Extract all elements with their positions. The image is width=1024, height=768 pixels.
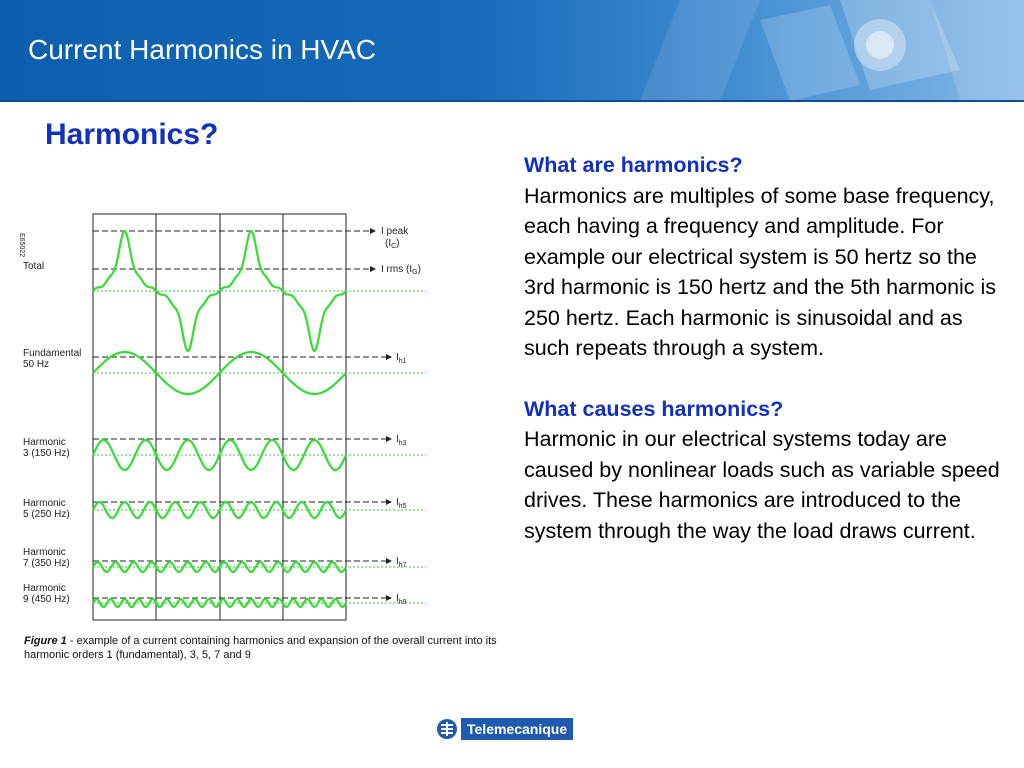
arrowheads — [370, 228, 392, 601]
ih3-sub: h3 — [398, 440, 407, 447]
svg-text:(IC) — [385, 238, 400, 250]
question-what-are: What are harmonics? — [524, 153, 743, 177]
figure-caption — [24, 634, 514, 662]
ih9-sub: h9 — [398, 599, 407, 606]
title-banner — [0, 0, 1024, 101]
ipeak-paren: (I — [385, 238, 392, 249]
caption-label: Figure 1 — [24, 635, 67, 647]
spacer — [524, 364, 1004, 394]
ipeak-close: ) — [396, 238, 400, 249]
row-label-h5-freq: 5 (250 Hz) — [23, 509, 70, 520]
row-label-fundamental-freq: 50 Hz — [23, 359, 50, 370]
row-label-h9: Harmonic — [23, 583, 66, 594]
logo-globe-icon — [436, 718, 458, 740]
svg-text:Ih9 — [396, 593, 407, 606]
ipeak-label: I peak — [381, 226, 409, 237]
ipeak-sub: C — [391, 243, 397, 250]
svg-text:Ih5 — [396, 497, 407, 510]
harmonics-figure — [8, 205, 488, 630]
row-label-h3-freq: 3 (150 Hz) — [23, 448, 70, 459]
banner-underline — [0, 100, 1024, 102]
ih5-i: I — [396, 497, 399, 508]
section-heading: Harmonics? — [45, 118, 219, 151]
irms-close: ) — [417, 264, 421, 275]
answer-what-causes: Harmonic in our electrical systems today are caused by nonlinear loads such as variable speed drives. These harmonics are introduced to the system through the way the load draws current. — [524, 427, 1000, 543]
irms-sub: G — [412, 269, 418, 276]
svg-text:I rms (IG) — [381, 264, 421, 276]
svg-text:Ih1 — [396, 352, 407, 365]
row-label-h7-freq: 7 (350 Hz) — [23, 558, 70, 569]
row-label-h3: Harmonic — [23, 437, 66, 448]
zero-axes — [93, 291, 426, 603]
explanation-column — [524, 150, 1004, 546]
ih3-i: I — [396, 434, 399, 445]
row-label-h5: Harmonic — [23, 498, 66, 509]
irms-label: I rms (I — [381, 264, 413, 275]
question-what-causes: What causes harmonics? — [524, 396, 784, 421]
ih5-sub: h5 — [398, 503, 407, 510]
ih1-sub: h1 — [398, 358, 407, 365]
ih7-i: I — [396, 556, 399, 567]
figure-code: E65022 — [18, 233, 25, 258]
ih7-sub: h7 — [398, 562, 407, 569]
row-label-fundamental: Fundamental — [23, 348, 82, 359]
svg-text:Ih3 — [396, 434, 407, 447]
slide-title: Current Harmonics in HVAC — [28, 34, 377, 65]
ih1-i: I — [396, 352, 399, 363]
logo-wordmark: Telemecanique — [461, 718, 573, 740]
ih9-i: I — [396, 593, 399, 604]
answer-what-are: Harmonics are multiples of some base frequency, each having a frequency and amplitude. For example our electrical system is 50 hertz so the 3rd harmonic is 150 hertz and the 5th harmonic is 250 hertz. Each harmonic is sinusoidal and as such repeats through a system. — [524, 183, 997, 360]
row-label-h9-freq: 9 (450 Hz) — [23, 594, 70, 605]
row-label-h7: Harmonic — [23, 547, 66, 558]
telemecanique-logo — [436, 717, 578, 741]
row-label-total: Total — [23, 261, 45, 272]
reference-lines — [93, 231, 386, 598]
figure-grid — [93, 214, 346, 620]
caption-text: - example of a current containing harmonics and expansion of the overall current into its harmonic orders 1 (fundamental), 3, 5, 7 and 9 — [24, 635, 497, 661]
